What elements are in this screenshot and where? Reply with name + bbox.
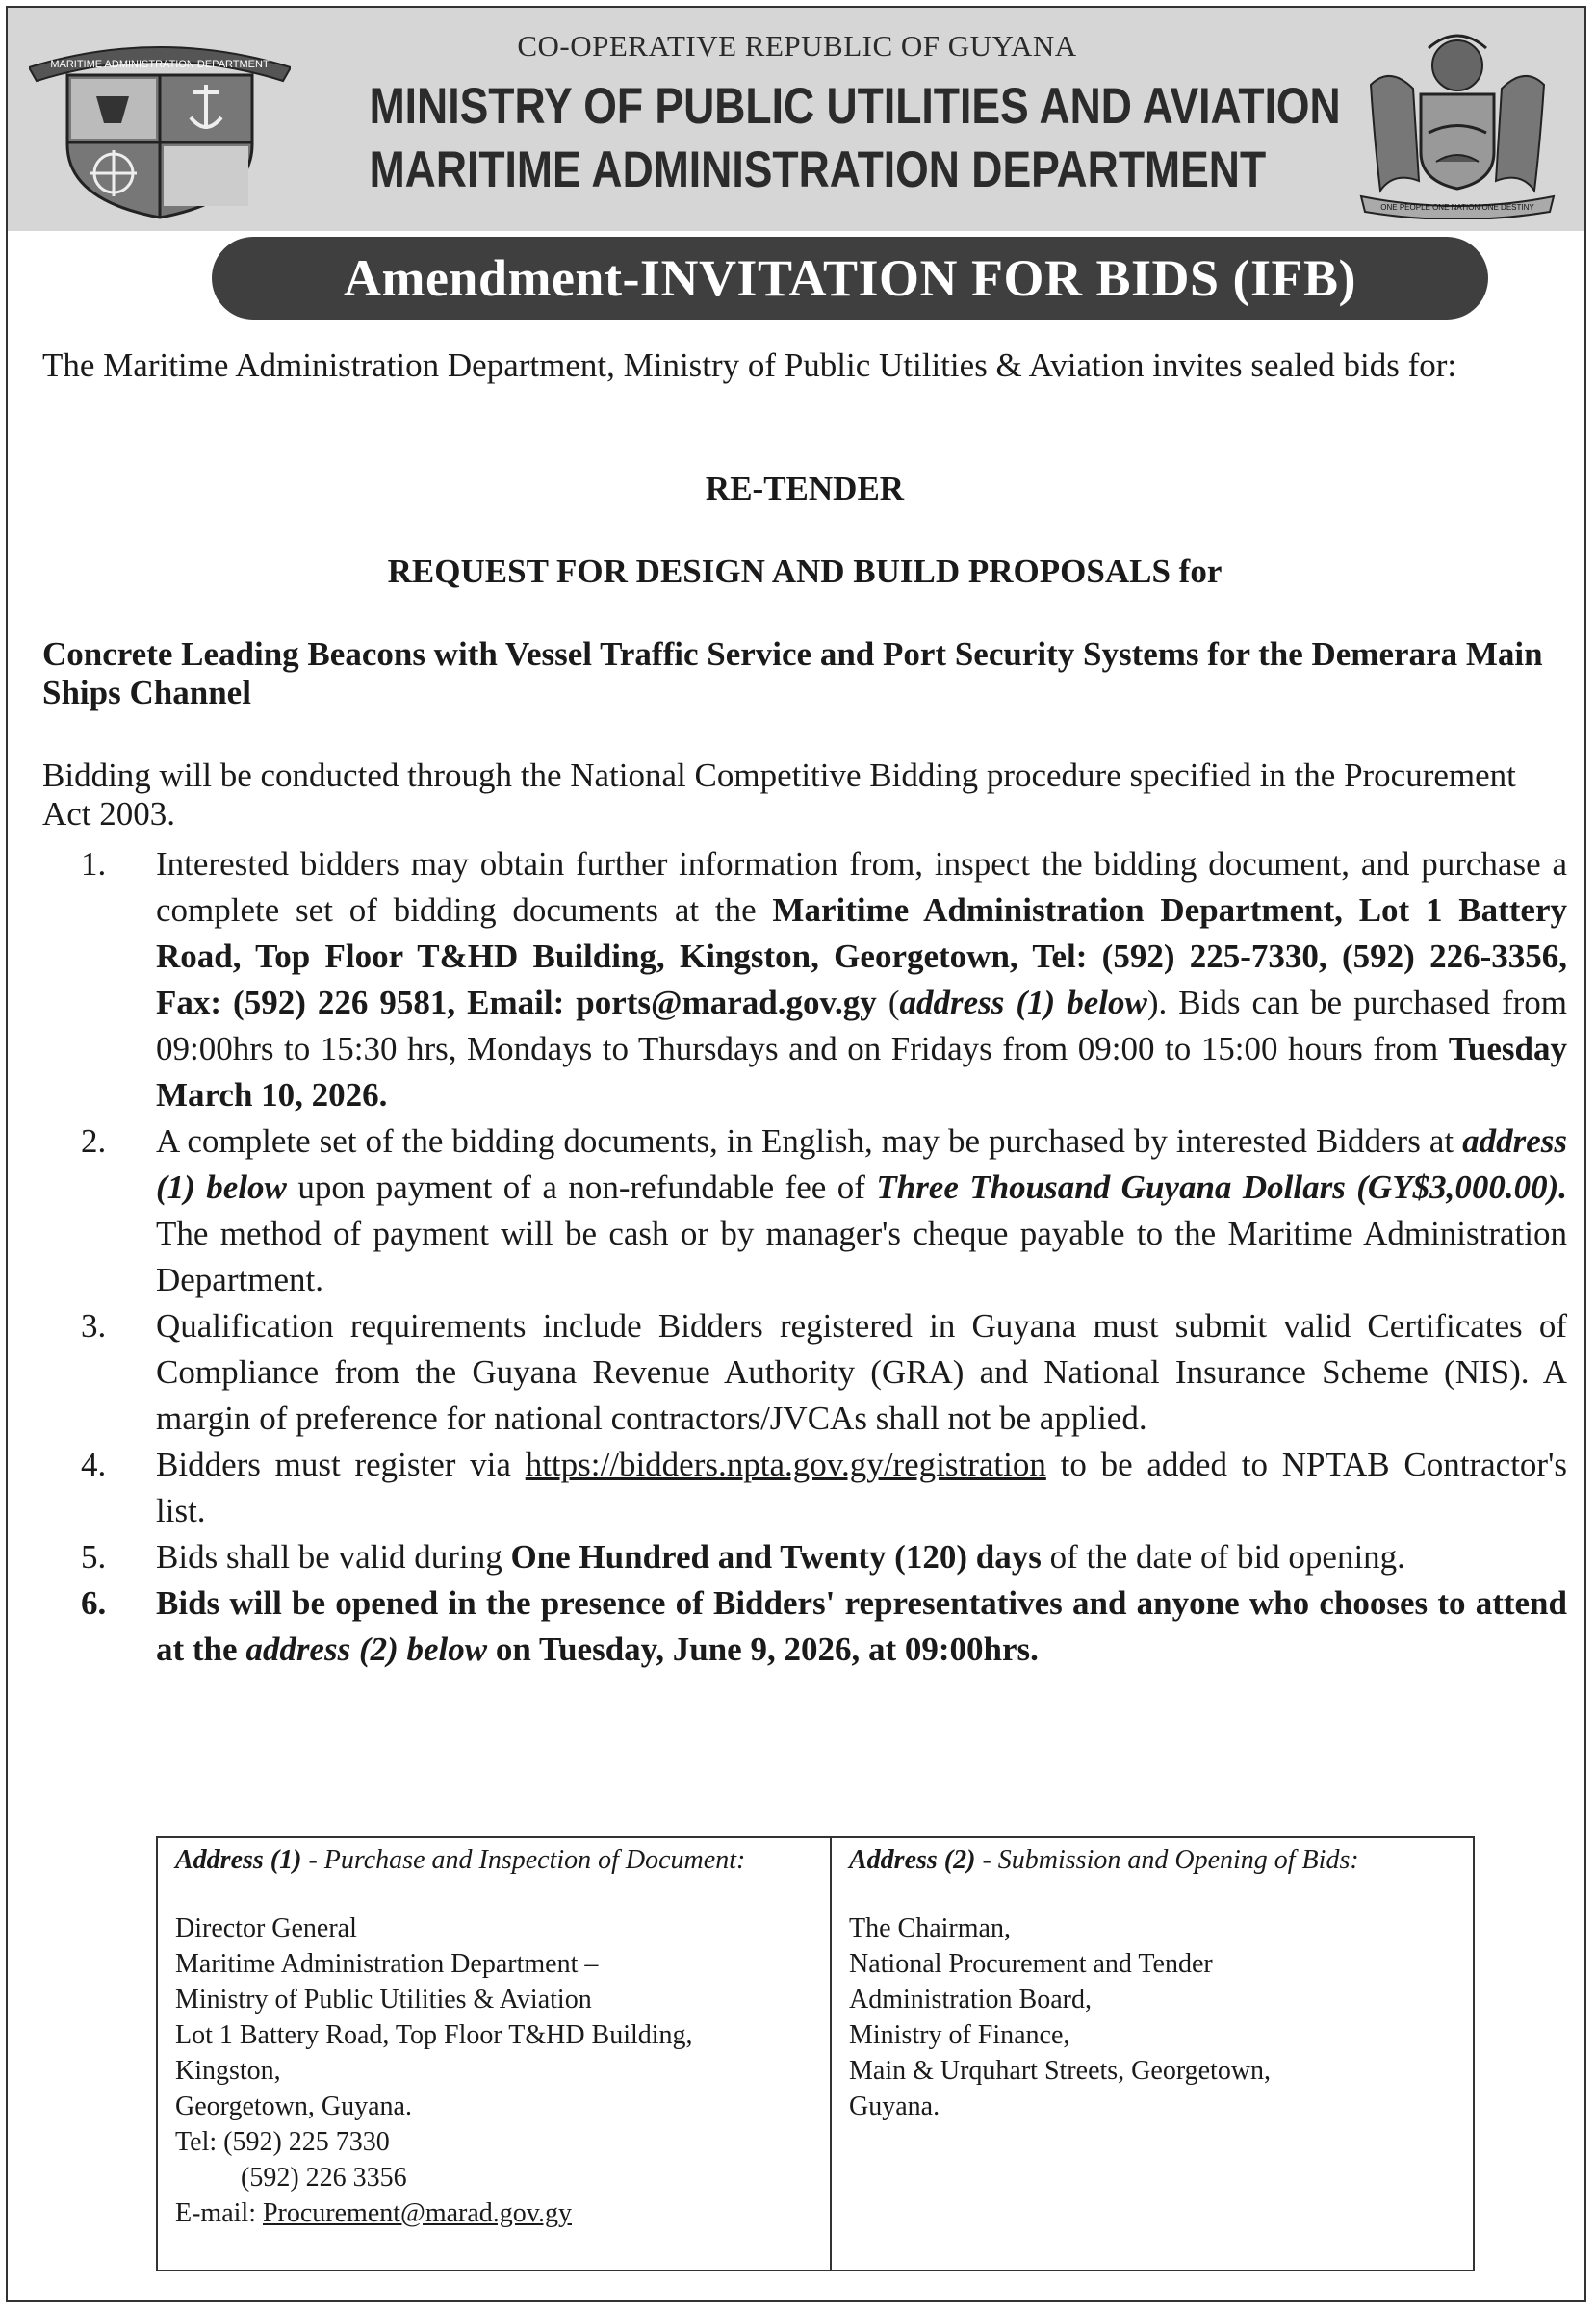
marad-shield-logo: [29, 29, 291, 221]
list-item: 4. Bidders must register via https://bidders.npta.gov.gy/registration to be added to NPTAB Contractor's list.: [81, 1446, 1567, 1529]
address-2-line: Ministry of Finance,: [849, 2020, 1070, 2050]
project-title: Concrete Leading Beacons with Vessel Traffic Service and Port Security Systems for the Demerara Main Ships Channel: [42, 635, 1543, 711]
address-1-line: Georgetown, Guyana.: [175, 2092, 412, 2121]
address-2-line: Main & Urquhart Streets, Georgetown,: [849, 2056, 1272, 2086]
address-1-tel: Tel: (592) 225 7330: [175, 2127, 390, 2157]
ifb-banner: Amendment-INVITATION FOR BIDS (IFB): [212, 237, 1488, 320]
list-item: 1. Interested bidders may obtain further information from, inspect the bidding document, and purchase a complete set of bidding documents at the Maritime Administration Department, Lot 1 Battery Road, Top Floor T&HD Building, Kingston, Georgetown, Tel: (592) 225-7330, (592) 226-3356, Fax: (592) 226 9581, Email: ports@marad.gov.gy (address (1) below). Bids can be purchased from 09:00hrs to 15:30 hrs, Mondays to Thursdays and on Fridays from 09:00 to 15:00 hours from Tuesday March 10, 2026.: [81, 845, 1567, 1114]
coat-of-arms-logo: [1351, 27, 1563, 219]
address-1-line: Maritime Administration Department –: [175, 1949, 599, 1979]
logo-left-text: MARITIME ADMINISTRATION DEPARTMENT: [50, 59, 270, 70]
logo-right-motto: ONE PEOPLE ONE NATION ONE DESTINY: [1380, 203, 1534, 212]
address-1-line: Director General: [175, 1913, 357, 1943]
list-item: 6. Bids will be opened in the presence of Bidders' representatives and anyone who chooses to attend at the address (2) below on Tuesday, June 9, 2026, at 09:00hrs.: [81, 1584, 1567, 1668]
address-1-line: Kingston,: [175, 2056, 281, 2086]
intro-paragraph: The Maritime Administration Department, Ministry of Public Utilities & Aviation invites sealed bids for:: [42, 346, 1457, 384]
address-2-line: Guyana.: [849, 2092, 940, 2121]
ministry-title: MINISTRY OF PUBLIC UTILITIES AND AVIATION: [369, 78, 1341, 135]
bidding-procedure: Bidding will be conducted through the National Competitive Bidding procedure specified in the Procurement Act 2003.: [42, 757, 1516, 833]
rfp-heading: REQUEST FOR DESIGN AND BUILD PROPOSALS for: [387, 552, 1223, 590]
address-1-email: E-mail: Procurement@marad.gov.gy: [175, 2198, 572, 2228]
registration-link[interactable]: https://bidders.npta.gov.gy/registration: [525, 1446, 1046, 1483]
republic-title: CO-OPERATIVE REPUBLIC OF GUYANA: [517, 29, 1077, 63]
list-item: 5. Bids shall be valid during One Hundred and Twenty (120) days of the date of bid opening.: [81, 1538, 1405, 1576]
address-1-line: Ministry of Public Utilities & Aviation: [175, 1985, 592, 2015]
department-title: MARITIME ADMINISTRATION DEPARTMENT: [369, 141, 1267, 198]
list-item: 3. Qualification requirements include Bidders registered in Guyana must submit valid Certificates of Compliance from the Guyana Revenue Authority (GRA) and National Insurance Scheme (NIS). A margin of preference for national contractors/JVCAs shall not be applied.: [81, 1307, 1567, 1437]
address-1-tel-2: (592) 226 3356: [241, 2163, 407, 2193]
address-2-line: National Procurement and Tender: [849, 1949, 1213, 1979]
address-2-heading: Address (2) - Submission and Opening of Bids:: [849, 1845, 1359, 1875]
address-2-line: The Chairman,: [849, 1913, 1011, 1943]
address-1: [158, 1838, 832, 2270]
retender-heading: RE-TENDER: [705, 470, 905, 507]
address-2-line: Administration Board,: [849, 1985, 1092, 2015]
instructions-list: [42, 841, 1567, 1673]
email-link[interactable]: Procurement@marad.gov.gy: [262, 2198, 572, 2228]
address-1-heading: Address (1) - Purchase and Inspection of Document:: [175, 1845, 746, 1875]
address-1-line: Lot 1 Battery Road, Top Floor T&HD Building,: [175, 2020, 693, 2050]
address-table: [156, 1836, 1475, 2272]
header: [8, 8, 1584, 231]
address-2: [832, 1838, 1473, 2270]
list-item: 2. A complete set of the bidding documents, in English, may be purchased by interested Bidders at address (1) below upon payment of a non-refundable fee of Three Thousand Guyana Dollars (GY$3,000.00). The method of payment will be cash or by manager's cheque payable to the Maritime Administration Department.: [81, 1122, 1567, 1298]
ifb-notice: [6, 6, 1586, 2302]
